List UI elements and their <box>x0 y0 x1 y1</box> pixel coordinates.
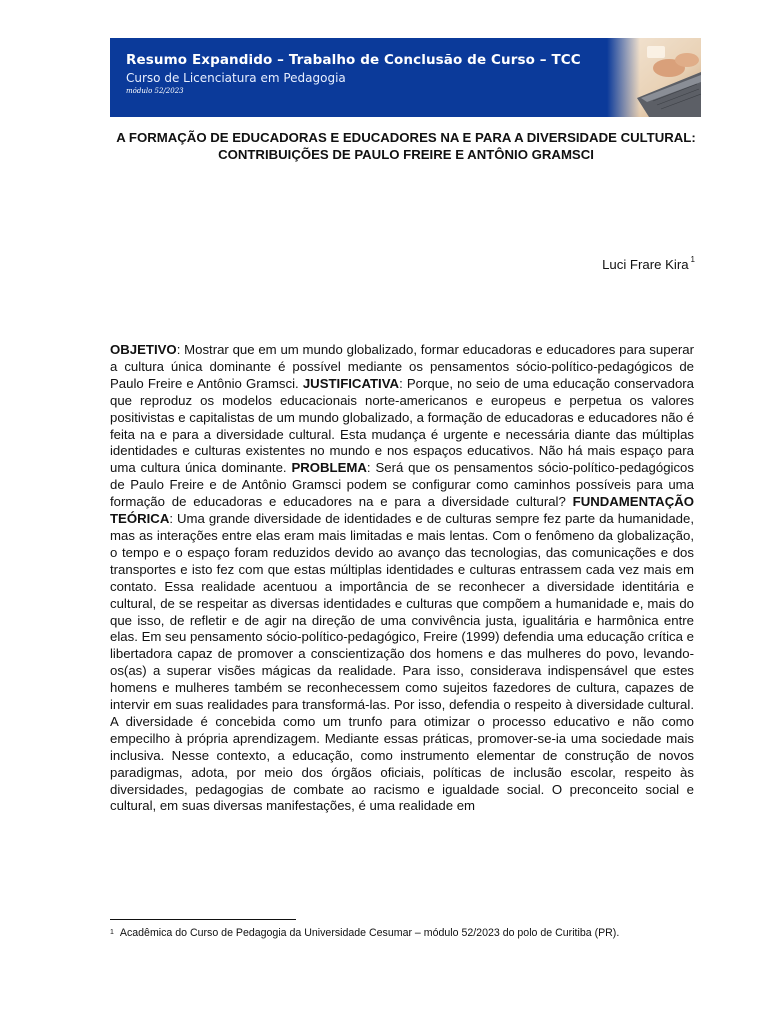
footnote-divider <box>110 919 296 920</box>
author-name: Luci Frare Kira <box>602 257 689 272</box>
footnote <box>110 926 694 940</box>
section-text: : Mostrar que em um mundo globalizado, formar educadoras e educadores para superar a cultura única dominante é possível mediante os pensamentos sócio-político-pedagógicos de Paulo Freire e Antônio Gramsci. <box>110 342 694 391</box>
laptop-hands-photo-icon <box>607 38 701 117</box>
author-line <box>602 257 695 272</box>
section-text: : Será que os pensamentos sócio-político-pedagógicos de Paulo Freire e de Antônio Gramsci podem se configurar como caminhos possíveis para uma formação de educadoras e educadores na e para a diversidade cultural? <box>110 460 694 510</box>
author-footnote-mark: 1 <box>690 255 695 264</box>
abstract-body <box>110 342 694 815</box>
header-text-block <box>126 52 581 95</box>
header-title: Resumo Expandido – Trabalho de Conclusão de Curso – TCC <box>126 52 581 68</box>
section-text: : Uma grande diversidade de identidades e de culturas sempre fez parte da humanidade, mas as interações entre elas eram mais limitadas e mais lentas. Com o fenômeno da globalização, o tempo e o espaço foram reduzidos devido ao avanço das tecnologias, das comunicações e dos transportes e isto fez com que estas múltiplas identidades e culturas entrassem cada vez mais em contato. Essa realidade acentuou a importância de se reconhecer a diversidade identitária e cultural, de se respeitar as diversas identidades e culturas que compõem a humanidade e, mais do que isso, de refletir e de agir na direção de uma convivência justa, igualitária e harmônica entre elas. Em seu pensamento sócio-político-pedagógico, Freire (1999) defendia uma educação crítica e libertadora capaz de promover a conscientização dos homens e das mulheres do povo, levando-os(as) a superar visões mágicas da realidade. Para isso, considerava indispensável que estes homens e mulheres também se reconhecessem como sujeitos fazedores de cultura, capazes de intervir em suas realidades para transformá-las. Por isso, defendia o respeito à diversidade cultural. A diversidade é concebida como um trunfo para otimizar o processo educativo e não como empecilho à própria aprendizagem. Mediante essas práticas, promover-se-ia uma sociedade mais inclusiva. Nesse contexto, a educação, como instrumento elementar de construção de novos paradigmas, adota, por meio dos órgãos oficiais, políticas de inclusão escolar, respeito às diversidades, pedagogias de combate ao racismo e igualdade social. O preconceito social e cultural, em suas diversas manifestações, é uma realidade em <box>110 511 694 814</box>
section-text: : Porque, no seio de uma educação conservadora que reproduz os modelos educacionais norte-americanos e europeus e perpetua os valores positivistas e capitalistas de um mundo globalizado, a formação de educadoras e educadores não é feita na e para a diversidade cultural. Esta mudança é urgente e necessária diante das múltiplas identidades e culturas existentes no mundo e nos espaços educativos. Não há mais espaço para uma cultura única dominante. <box>110 375 695 476</box>
footnote-text: Acadêmica do Curso de Pedagogia da Universidade Cesumar – módulo 52/2023 do polo de Curitiba (PR). <box>119 927 620 939</box>
header-banner <box>110 38 701 117</box>
header-module: módulo 52/2023 <box>126 87 184 95</box>
section-label: OBJETIVO <box>110 342 177 357</box>
header-subtitle: Curso de Licenciatura em Pedagogia <box>126 71 346 85</box>
section-label: PROBLEMA <box>291 460 367 476</box>
document-title: A FORMAÇÃO DE EDUCADORAS E EDUCADORES NA E PARA A DIVERSIDADE CULTURAL: CONTRIBUIÇÕES DE PAULO FREIRE E ANTÔNIO GRAMSCI <box>116 130 696 162</box>
section-label: FUNDAMENTAÇÃO TEÓRICA <box>110 494 694 527</box>
footnote-mark: 1 <box>110 929 114 936</box>
section-fundamentacao <box>110 494 694 813</box>
section-label: JUSTIFICATIVA <box>302 375 400 391</box>
